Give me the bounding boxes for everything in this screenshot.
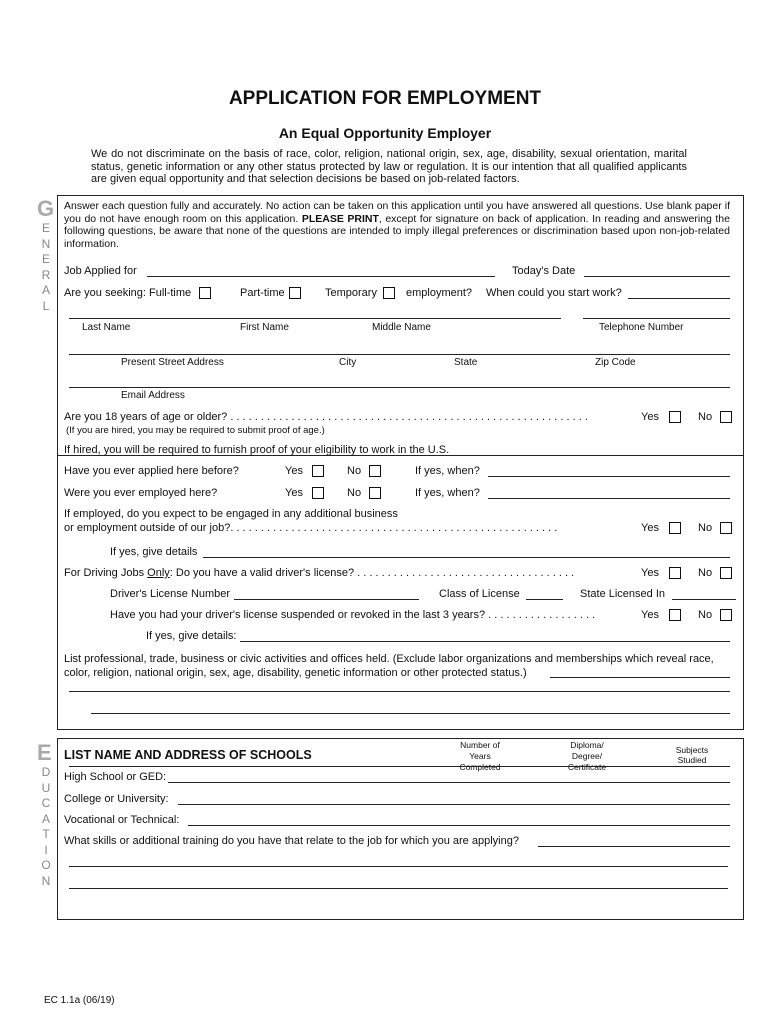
college-field[interactable] xyxy=(178,804,730,805)
sidebar-general-initial: G xyxy=(37,196,55,221)
employed-when-label: If yes, when? xyxy=(415,487,480,499)
license-number-field[interactable] xyxy=(234,599,419,600)
applied-when-label: If yes, when? xyxy=(415,465,480,477)
skills-field-2[interactable] xyxy=(69,866,728,867)
full-time-checkbox[interactable] xyxy=(199,287,211,299)
schools-heading: LIST NAME AND ADDRESS OF SCHOOLS xyxy=(64,748,312,762)
form-code: EC 1.1a (06/19) xyxy=(44,995,115,1006)
first-name-label: First Name xyxy=(240,322,289,333)
additional-yes-label: Yes xyxy=(641,522,659,534)
suspended-no-label: No xyxy=(698,609,713,621)
details-label: If yes, give details xyxy=(110,546,198,558)
additional-business-question-line1: If employed, do you expect to be engaged in any additional business xyxy=(64,508,398,520)
employed-yes-checkbox[interactable] xyxy=(312,487,324,499)
seeking-label: Are you seeking: Full-time xyxy=(64,287,192,299)
employed-when-field[interactable] xyxy=(488,498,730,499)
employed-no-label: No xyxy=(347,487,362,499)
email-label: Email Address xyxy=(121,390,185,401)
additional-no-checkbox[interactable] xyxy=(720,522,732,534)
details-field[interactable] xyxy=(203,557,730,558)
suspended-question: Have you had your driver's license suspended or revoked in the last 3 years? . . . . . . . . . . . . . . . . . . xyxy=(110,609,596,621)
applied-yes-checkbox[interactable] xyxy=(312,465,324,477)
additional-yes-checkbox[interactable] xyxy=(669,522,681,534)
suspended-no-checkbox[interactable] xyxy=(720,609,732,621)
driving-yes-label: Yes xyxy=(641,567,659,579)
age-note: (If you are hired, you may be required to submit proof of age.) xyxy=(66,425,325,436)
license-class-label: Class of License xyxy=(439,588,520,600)
applied-when-field[interactable] xyxy=(488,476,730,477)
job-applied-field[interactable] xyxy=(147,276,495,277)
college-label: College or University: xyxy=(64,793,169,805)
employed-before-question: Were you ever employed here? xyxy=(64,487,218,499)
activities-field-2[interactable] xyxy=(69,691,730,692)
employed-yes-label: Yes xyxy=(285,487,303,499)
subjects-column-header: Subjects Studied xyxy=(675,745,709,765)
vocational-label: Vocational or Technical: xyxy=(64,814,180,826)
page-title: APPLICATION FOR EMPLOYMENT xyxy=(228,88,542,109)
middle-name-label: Middle Name xyxy=(372,322,431,333)
start-work-label: When could you start work? xyxy=(486,287,622,299)
activities-field-3[interactable] xyxy=(91,713,730,714)
additional-business-question-line2: or employment outside of our job?. . . . . . . . . . . . . . . . . . . . . . . . . . . . . . . . . . . . . . . . . . . . . . . . . . . . . . xyxy=(64,522,558,534)
zip-label: Zip Code xyxy=(595,357,636,368)
driving-no-label: No xyxy=(698,567,713,579)
employed-no-checkbox[interactable] xyxy=(369,487,381,499)
state-licensed-label: State Licensed In xyxy=(580,588,666,600)
driving-question: For Driving Jobs Only: Do you have a valid driver's license? . . . . . . . . . . . . . . . . . . . . . . . . . . . . . . . . . . . . xyxy=(64,567,575,579)
applied-no-checkbox[interactable] xyxy=(369,465,381,477)
applied-yes-label: Yes xyxy=(285,465,303,477)
degree-column-header: Diploma/ Degree/ Certificate xyxy=(567,740,607,772)
age-question: Are you 18 years of age or older? . . . . . . . . . . . . . . . . . . . . . . . . . . . . . . . . . . . . . . . . . . . . . . . . . . . . . . . . . . . xyxy=(64,411,588,423)
general-instructions: Answer each question fully and accurately. No action can be taken on this application until you have answered all questions. Use blank paper if you do not have enough room on this application. PLEASE PRINT, except for signature on back of application. In reading and answering the following questions, be aware that none of the questions are intended to imply illegal preferences or discrimination based upon non-job-related information. xyxy=(64,200,730,250)
details2-field[interactable] xyxy=(240,641,730,642)
age-yes-label: Yes xyxy=(641,411,659,423)
telephone-label: Telephone Number xyxy=(599,322,684,333)
high-school-label: High School or GED: xyxy=(64,771,167,783)
driving-no-checkbox[interactable] xyxy=(720,567,732,579)
page-subtitle: An Equal Opportunity Employer xyxy=(278,125,492,141)
activities-field-1[interactable] xyxy=(550,677,730,678)
last-name-label: Last Name xyxy=(82,322,131,333)
non-discrimination-statement: We do not discriminate on the basis of race, color, religion, national origin, sex, age, disability, sexual orientation, marital status, genetic information or any other status protected by law or regulation. It is our intention that all qualified applicants are given equal opportunity and that selection decisions be based on job-related factors. xyxy=(91,148,687,185)
state-label: State xyxy=(454,357,478,368)
skills-field-1[interactable] xyxy=(538,846,730,847)
sidebar-education-letters: D U C A T I O N xyxy=(41,765,51,888)
city-label: City xyxy=(339,357,357,368)
name-field[interactable] xyxy=(69,318,561,319)
applied-no-label: No xyxy=(347,465,362,477)
telephone-field[interactable] xyxy=(583,318,730,319)
applied-before-question: Have you ever applied here before? xyxy=(64,465,239,477)
years-column-header: Number of Years Completed xyxy=(459,740,501,772)
license-number-label: Driver's License Number xyxy=(110,588,231,600)
eligibility-note: If hired, you will be required to furnish proof of your eligibility to work in the U.S. xyxy=(64,444,450,456)
details2-label: If yes, give details: xyxy=(146,630,237,642)
additional-no-label: No xyxy=(698,522,713,534)
email-field[interactable] xyxy=(69,387,730,388)
temporary-checkbox[interactable] xyxy=(383,287,395,299)
vocational-field[interactable] xyxy=(188,825,730,826)
temporary-label: Temporary xyxy=(325,287,377,299)
driving-yes-checkbox[interactable] xyxy=(669,567,681,579)
suspended-yes-label: Yes xyxy=(641,609,659,621)
state-licensed-field[interactable] xyxy=(672,599,736,600)
license-class-field[interactable] xyxy=(526,599,563,600)
address-field[interactable] xyxy=(69,354,730,355)
employment-label: employment? xyxy=(406,287,473,299)
skills-question: What skills or additional training do you have that relate to the job for which you are applying? xyxy=(64,835,519,847)
skills-field-3[interactable] xyxy=(69,888,728,889)
age-no-checkbox[interactable] xyxy=(720,411,732,423)
sidebar-education-initial: E xyxy=(37,740,52,765)
part-time-label: Part-time xyxy=(240,287,285,299)
todays-date-field[interactable] xyxy=(584,276,730,277)
sidebar-general-letters: E N E R A L xyxy=(41,221,51,313)
age-yes-checkbox[interactable] xyxy=(669,411,681,423)
part-time-checkbox[interactable] xyxy=(289,287,301,299)
start-work-field[interactable] xyxy=(628,298,730,299)
street-label: Present Street Address xyxy=(121,357,224,368)
high-school-field[interactable] xyxy=(168,782,730,783)
suspended-yes-checkbox[interactable] xyxy=(669,609,681,621)
activities-question: List professional, trade, business or civic activities and offices held. (Exclude labor organizations and memberships which reveal race, color, religion, national origin, sex, age, disability, genetic information or other protected status.) xyxy=(64,653,714,679)
job-applied-label: Job Applied for xyxy=(64,265,137,277)
todays-date-label: Today's Date xyxy=(512,265,576,277)
age-no-label: No xyxy=(698,411,713,423)
